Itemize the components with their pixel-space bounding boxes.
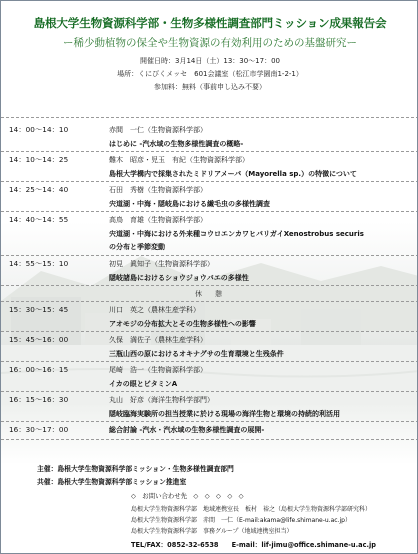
schedule-time: 14：55～15：10 [9, 259, 69, 268]
co-organizer: 共催：島根大学生物資源科学部ミッション推進室 [37, 478, 187, 486]
schedule-talk: 宍道湖・中海における外来種コウロエンカワヒバリガイXenostrobus securis [109, 230, 364, 238]
divider [1, 439, 418, 440]
schedule-time: 14：00～14：10 [9, 125, 69, 134]
schedule-speaker: 初見 眞知子（生物資源科学部） [109, 260, 214, 268]
schedule-speaker: 赤間 一仁（生物資源科学部） [109, 126, 207, 134]
schedule-talk: 三瓶山西の原におけるオキナグサの生育環境と生残条件 [109, 350, 284, 358]
divider [1, 181, 418, 182]
event-fee: 参加料：無料（事前申し込み不要） [154, 83, 266, 91]
schedule-speaker: 高鳥 育雄（生物資源科学部） [109, 216, 207, 224]
contact-line: 島根大学生物資源科学部 赤間 一仁（E-mail:akama@life.shimane-u.ac.jp） [131, 517, 351, 524]
divider [1, 421, 418, 422]
schedule-talk: アオモジの分布拡大とその生物多様性への影響 [109, 320, 256, 328]
schedule-speaker: 久保 満佐子（農林生産学科） [109, 336, 207, 344]
schedule-speaker: 川口 英之（農林生産学科） [109, 306, 200, 314]
schedule-talk-line2: の分布と季節変動 [109, 243, 165, 251]
divider [1, 285, 418, 286]
break-label: 休 憩 [195, 290, 225, 298]
contact-heading: ◇ お問い合わせ先 ◇ ◇ ◇ ◇ ◇ [131, 492, 244, 500]
contact-line: 島根大学生物資源科学部 地域連携室長 板村 裕之（島根大学生物資源科学部研究科） [131, 506, 372, 513]
schedule-speaker: 難木 昭彦・児玉 有紀（生物資源科学部） [109, 156, 249, 164]
schedule-time: 14：10～14：25 [9, 155, 69, 164]
divider [1, 301, 418, 302]
divider [1, 117, 418, 118]
divider [1, 255, 418, 256]
schedule-time: 14：25～14：40 [9, 185, 69, 194]
poster-title: 島根大学生物資源科学部・生物多様性調査部門ミッション成果報告会 [33, 16, 387, 30]
schedule-talk: 隠岐臨海実験所の担当授業に於ける現場の海洋生物と環境の持続的利活用 [109, 410, 340, 418]
schedule-speaker: 丸山 好彦（海洋生物科学部門） [109, 396, 214, 404]
poster-subtitle: ー稀少動植物の保全や生物資源の有効利用のための基盤研究ー [63, 37, 357, 49]
contact-tel-email: TEL/FAX：0852-32-6538 E-mail：lif-jimu@office.shimane-u.ac.jp [131, 541, 376, 549]
organizer: 主催：島根大学生物資源科学部ミッション・生物多様性調査部門 [37, 465, 234, 473]
schedule-time: 15：30～15：45 [9, 305, 69, 314]
divider [1, 391, 418, 392]
schedule-speaker: 尾崎 浩一（生物資源科学部） [109, 366, 207, 374]
event-info [1, 55, 418, 94]
schedule-talk: はじめに -汽水域の生物多様性調査の概略- [109, 140, 244, 148]
divider [1, 331, 418, 332]
event-venue: 場所：くにびくメッセ 601会議室（松江市学園南1-2-1） [117, 70, 303, 78]
schedule-time: 16：30～17：00 [9, 425, 69, 434]
divider [1, 211, 418, 212]
schedule-talk: 隠岐諸島におけるショウジョウバエの多様性 [109, 274, 249, 282]
schedule-time: 14：40～14：55 [9, 215, 69, 224]
schedule-talk: 島根大学構内で採集されたミドリアメーバ（Mayorella sp.）の特徴について [109, 170, 357, 178]
schedule-talk: 総合討論 -汽水・汽水域の生物多様性調査の展開- [109, 426, 265, 434]
contact-line: 島根大学生物資源科学部 事務グループ（地域連携室担当） [131, 528, 293, 535]
schedule-time: 16：00～16：15 [9, 365, 69, 374]
schedule-talk: イカの眼とビタミンA [109, 380, 178, 388]
schedule-time: 15：45～16：00 [9, 335, 69, 344]
schedule-speaker: 石田 秀樹（生物資源科学部） [109, 186, 207, 194]
schedule-talk: 宍道湖・中海・隠岐島における繊毛虫の多様性調査 [109, 200, 270, 208]
event-date: 開催日時：3月14日（土）13：30～17：00 [140, 57, 280, 65]
schedule-time: 16：15～16：30 [9, 395, 69, 404]
divider [1, 361, 418, 362]
divider [1, 151, 418, 152]
